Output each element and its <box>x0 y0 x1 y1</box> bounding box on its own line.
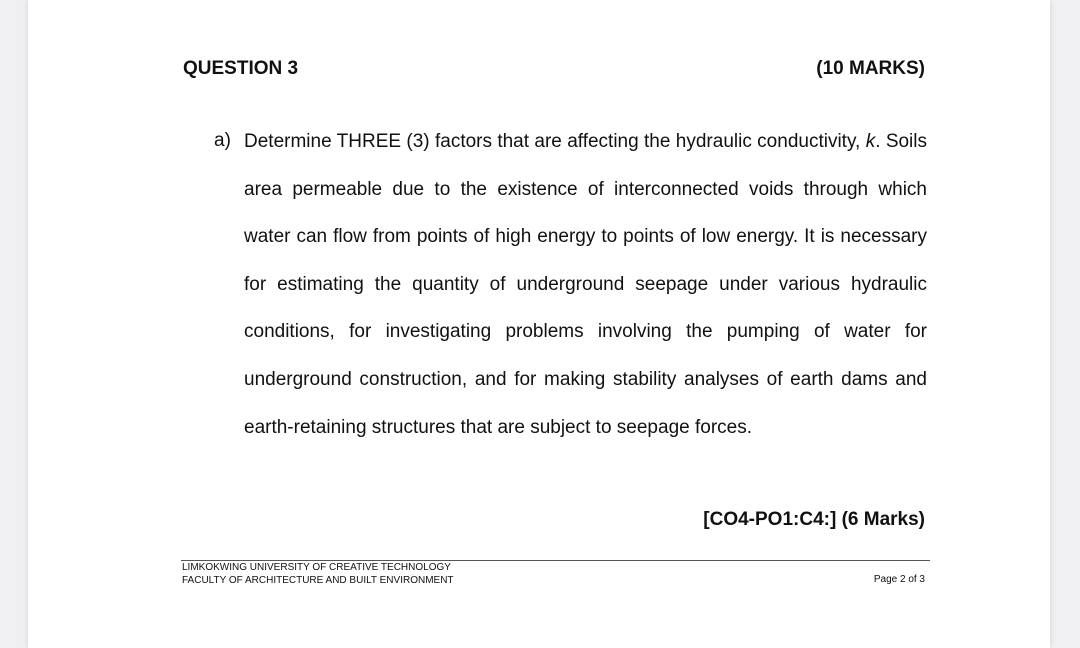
footer-faculty: FACULTY OF ARCHITECTURE AND BUILT ENVIRONMENT <box>182 574 454 586</box>
page-number: Page 2 of 3 <box>873 574 925 585</box>
question-title: QUESTION 3 <box>183 58 299 79</box>
footer-university: LIMKOKWING UNIVERSITY OF CREATIVE TECHNOLOGY <box>182 562 451 573</box>
footer-divider <box>181 560 930 561</box>
part-a-lead: Determine THREE (3) factors that are affecting the hydraulic conductivity, <box>244 131 861 152</box>
conductivity-symbol: k <box>865 131 876 152</box>
part-a-text <box>244 118 927 451</box>
question-marks: (10 MARKS) <box>816 58 925 79</box>
part-label: a) <box>214 130 231 151</box>
part-a-body: . Soils area permeable due to the existence of interconnected voids through which water can flow from points of high energy to points of low energy. It is necessary for estimating the quantity of underground seepage under various hydraulic conditions, for investigating problems involving the pumping of water for underground construction, and for making stability analyses of earth dams and earth-retaining structures that are subject to seepage forces. <box>244 131 927 438</box>
part-a-marks: [CO4-PO1:C4:] (6 Marks) <box>703 509 925 530</box>
footer-institution <box>182 562 454 587</box>
document-page <box>28 0 1050 648</box>
